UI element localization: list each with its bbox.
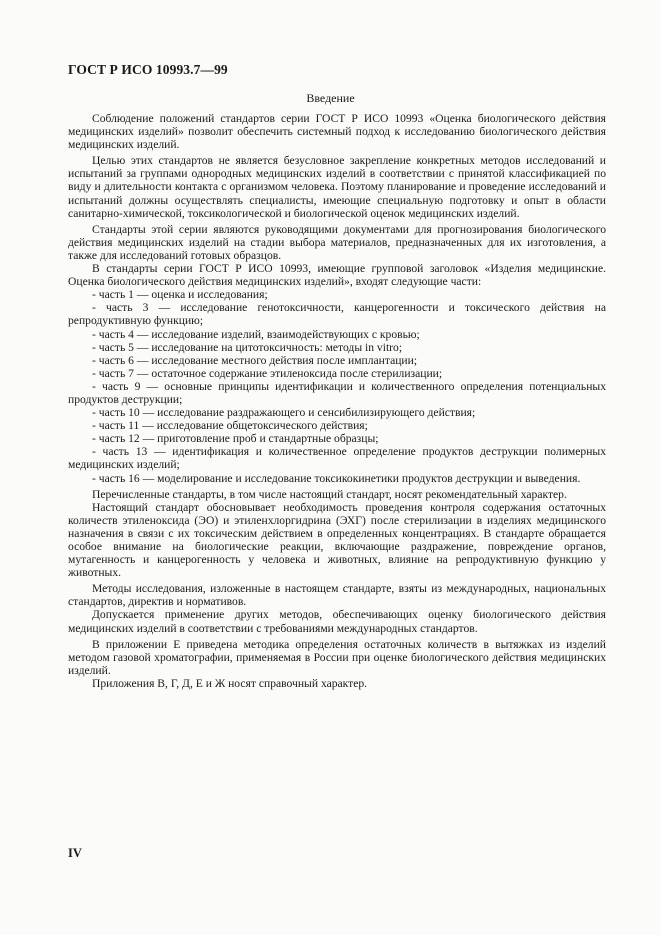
section-title: Введение <box>306 91 355 105</box>
list-item: - часть 9 — основные принципы идентификации и количественного определения потенциальных продуктов деструкции; <box>68 379 606 406</box>
page-number: IV <box>68 846 82 860</box>
list-item: - часть 4 — исследование изделий, взаимодействующих с кровью; <box>92 327 420 341</box>
paragraph: Стандарты этой серии являются руководящими документами для прогнозирования биологического действия медицинских изделий на стадии выбора материалов, предназначенных для их изготовления, а также для исследований готовых образцов. <box>68 222 606 262</box>
list-item: - часть 5 — исследование на цитотоксичность: методы in vitro; <box>92 340 403 354</box>
paragraph: Соблюдение положений стандартов серии ГОСТ Р ИСО 10993 «Оценка биологического действия медицинских изделий» позволит обеспечить системный подход к исследованию биологического действия медицинских изделий. <box>68 112 606 152</box>
parts-list <box>68 288 606 484</box>
list-item: - часть 16 — моделирование и исследование токсикокинетики продуктов деструкции и выведения. <box>92 471 581 485</box>
list-item: - часть 13 — идентификация и количественное определение продуктов деструкции полимерных медицинских изделий; <box>68 445 606 472</box>
list-item: - часть 12 — приготовление проб и стандартные образцы; <box>92 432 379 446</box>
document-body <box>68 112 606 690</box>
document-header: ГОСТ Р ИСО 10993.7—99 <box>68 62 228 77</box>
paragraph: В стандарты серии ГОСТ Р ИСО 10993, имеющие групповой заголовок «Изделия медицинские. Оценка биологического действия медицинских изделий», входят следующие части: <box>68 262 606 289</box>
list-item: - часть 6 — исследование местного действия после имплантации; <box>92 353 418 367</box>
paragraph: Настоящий стандарт обосновывает необходимость проведения контроля содержания остаточных количеств этиленоксида (ЭО) и этиленхлоргидрина (ЭХГ) после стерилизации в изделиях медицинского назначения в связи с их токсическим действием в определенных концентрациях. В стандарте обращается особое внимание на биологические реакции, включающие раздражение, повреждение органов, мутагенность и канцерогенность у человека и животных, влияние на репродуктивную функцию у животных. <box>68 500 606 580</box>
paragraph: Перечисленные стандарты, в том числе настоящий стандарт, носят рекомендательный характер. <box>92 487 567 501</box>
list-item: - часть 1 — оценка и исследования; <box>92 288 268 302</box>
paragraph: Методы исследования, изложенные в настоящем стандарте, взяты из международных, национальных стандартов, директив и нормативов. <box>68 582 606 609</box>
paragraph: Целью этих стандартов не является безусловное закрепление конкретных методов исследований и испытаний за группами однородных медицинских изделий в соответствии с принятой классификацией по виду и длительности контакта с организмом человека. Поэтому планирование и проведение исследований и испытаний должны осуществлять специалисты, имеющие специальную подготовку и опыт в области санитарно-химической, токсикологической и биологической оценок медицинских изделий. <box>68 154 606 220</box>
list-item: - часть 7 — остаточное содержание этиленоксида после стерилизации; <box>92 366 443 380</box>
paragraph: Приложения В, Г, Д, Е и Ж носят справочный характер. <box>92 676 368 690</box>
list-item: - часть 3 — исследование генотоксичности, канцерогенности и токсического действия на репродуктивную функцию; <box>68 301 606 328</box>
list-item: - часть 11 — исследование общетоксического действия; <box>92 419 368 433</box>
list-item: - часть 10 — исследование раздражающего и сенсибилизирующего действия; <box>92 406 476 420</box>
paragraph: Допускается применение других методов, обеспечивающих оценку биологического действия медицинских изделий в соответствии с требованиями международных стандартов. <box>68 608 606 635</box>
paragraph: В приложении Е приведена методика определения остаточных количеств в вытяжках из изделий методом газовой хроматографии, применяемая в России при оценке биологического действия медицинских изделий. <box>68 637 606 677</box>
